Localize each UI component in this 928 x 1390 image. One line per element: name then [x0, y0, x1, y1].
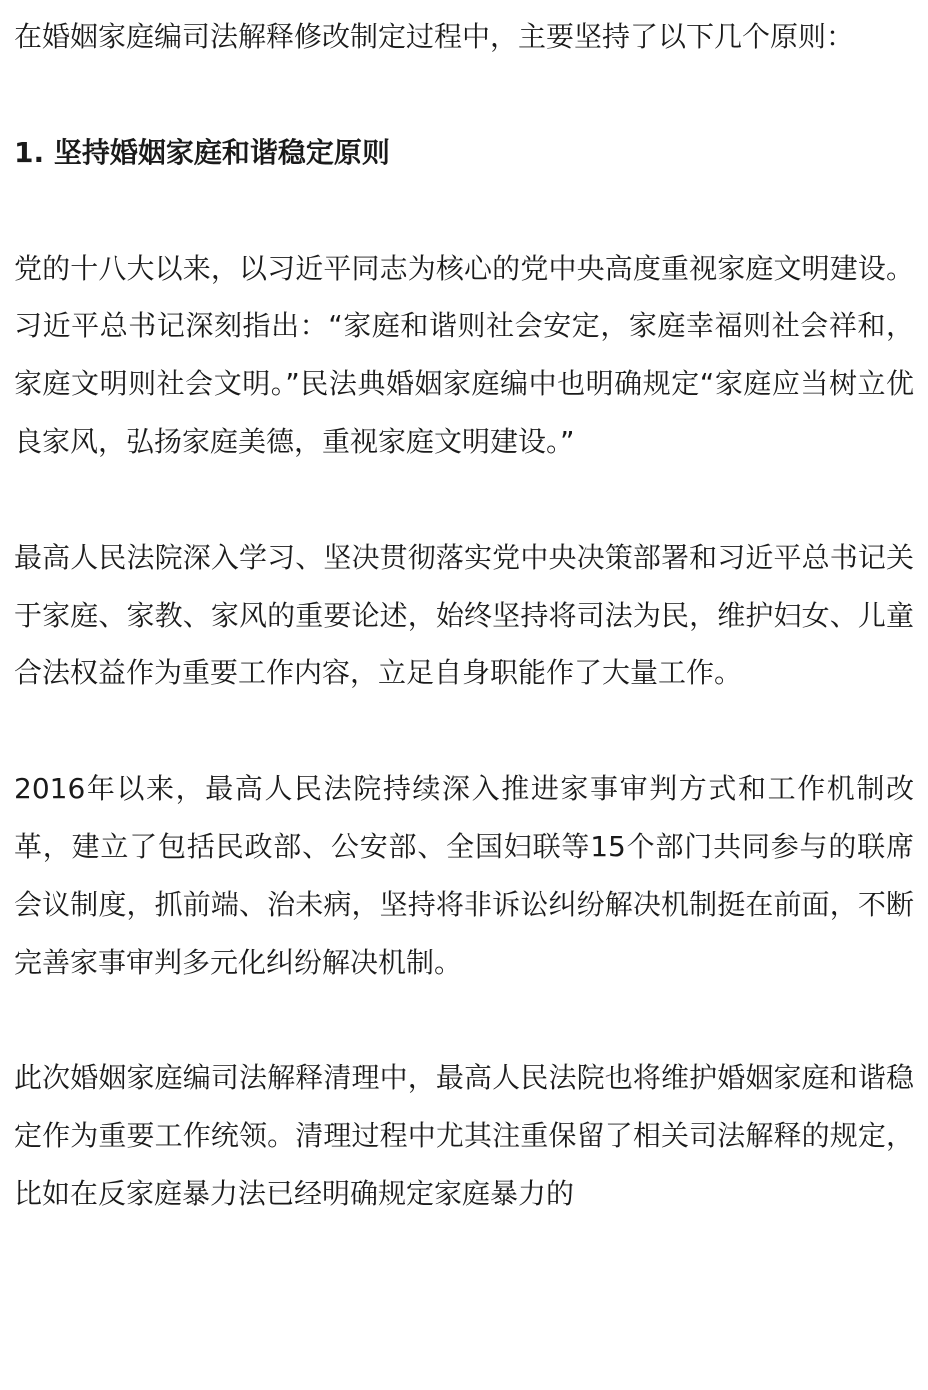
body-paragraph-4: 此次婚姻家庭编司法解释清理中，最高人民法院也将维护婚姻家庭和谐稳定作为重要工作统领。清理过程中尤其注重保留了相关司法解释的规定，比如在反家庭暴力法已经明确规定家庭暴力的 [14, 1061, 914, 1210]
body-paragraph-2: 最高人民法院深入学习、坚决贯彻落实党中央决策部署和习近平总书记关于家庭、家教、家风的重要论述，始终坚持将司法为民，维护妇女、儿童合法权益作为重要工作内容，立足自身职能作了大量工作。 [14, 540, 914, 690]
section-heading: 1. 坚持婚姻家庭和谐稳定原则 [14, 135, 390, 169]
body-paragraph-1: 党的十八大以来，以习近平同志为核心的党中央高度重视家庭文明建设。习近平总书记深刻指出：“家庭和谐则社会安定，家庭幸福则社会祥和，家庭文明则社会文明。”民法典婚姻家庭编中也明确规定“家庭应当树立优良家风，弘扬家庭美德，重视家庭文明建设。” [14, 251, 914, 458]
intro-paragraph: 在婚姻家庭编司法解释修改制定过程中，主要坚持了以下几个原则： [14, 20, 855, 53]
body-paragraph-3: 2016年以来，最高人民法院持续深入推进家事审判方式和工作机制改革，建立了包括民政部、公安部、全国妇联等15个部门共同参与的联席会议制度，抓前端、治未病，坚持将非诉讼纠纷解决机制挺在前面，不断完善家事审判多元化纠纷解决机制。 [14, 772, 914, 979]
